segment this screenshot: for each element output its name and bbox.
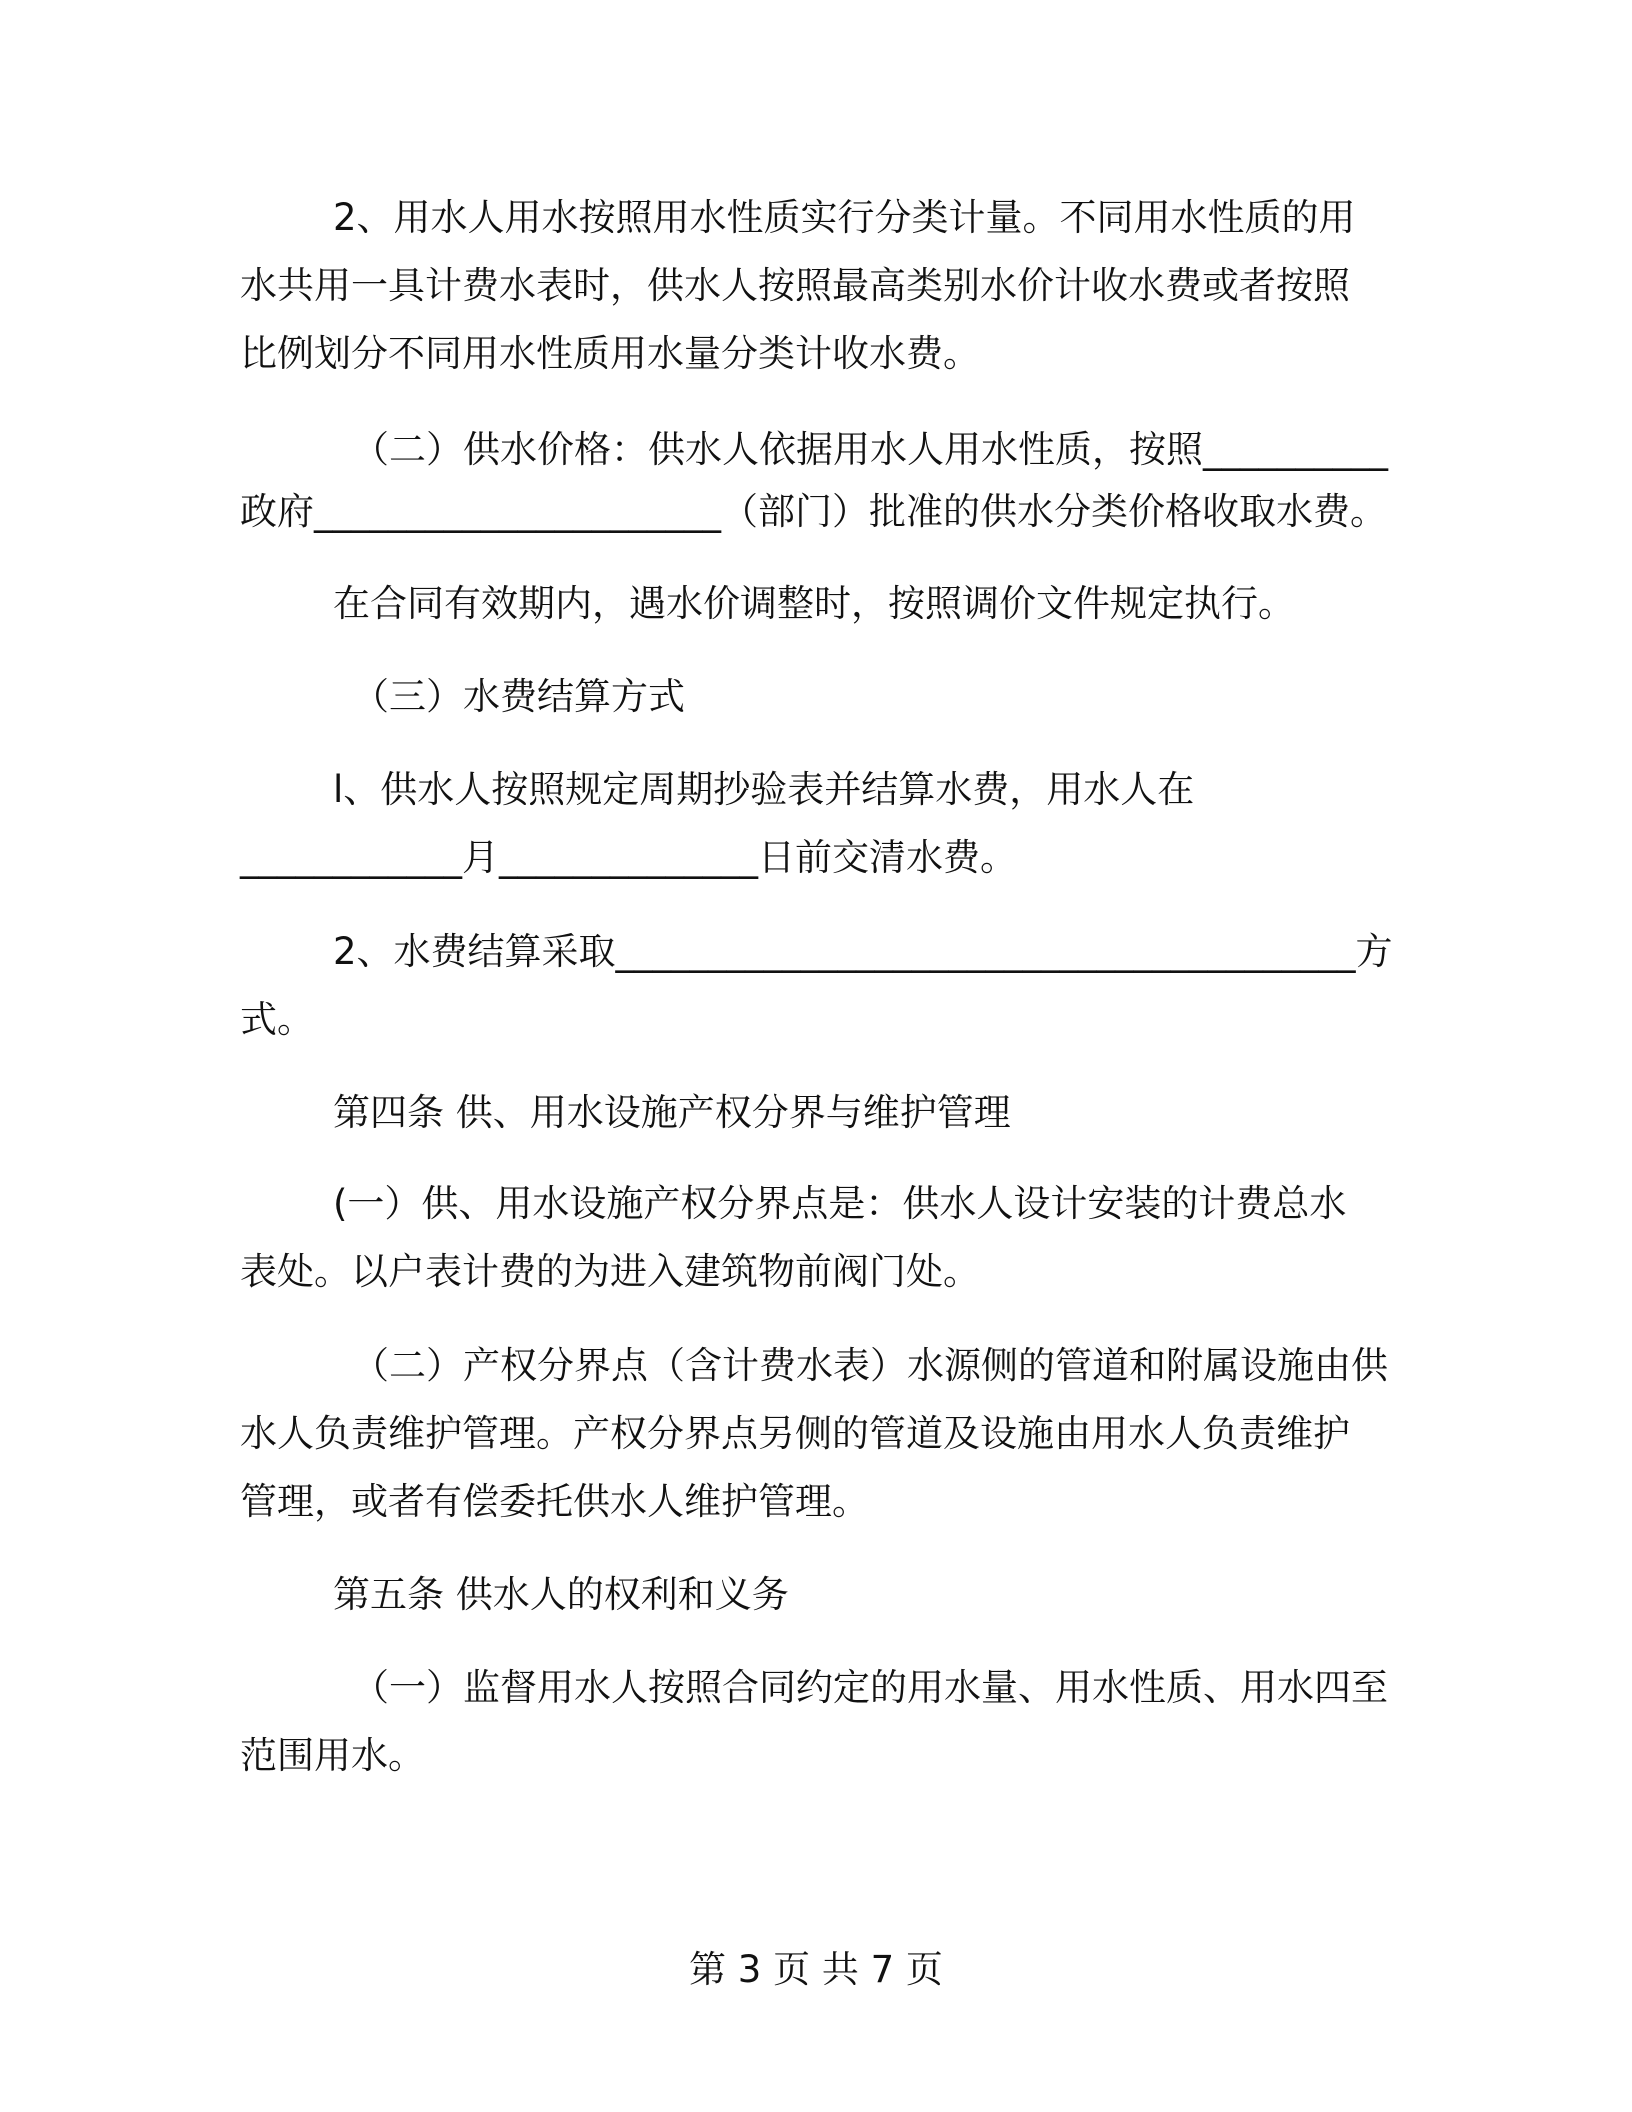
paragraph-line: （二）供水价格：供水人依据用水人用水性质，按照__________ xyxy=(352,428,1388,471)
paragraph-line: （二）产权分界点（含计费水表）水源侧的管道和附属设施由供 xyxy=(352,1344,1388,1387)
paragraph-line: 政府______________________（部门）批准的供水分类价格收取水费。 xyxy=(240,490,1387,533)
paragraph-line: 比例划分不同用水性质用水量分类计收水费。 xyxy=(240,332,980,375)
article-heading: 第四条 供、用水设施产权分界与维护管理 xyxy=(333,1091,1011,1134)
paragraph-line: 2、用水人用水按照用水性质实行分类计量。不同用水性质的用 xyxy=(333,196,1356,239)
paragraph-line: 管理，或者有偿委托供水人维护管理。 xyxy=(240,1480,869,1523)
section-heading: （三）水费结算方式 xyxy=(352,675,685,718)
paragraph-line: 范围用水。 xyxy=(240,1734,425,1777)
paragraph-line: 在合同有效期内，遇水价调整时，按照调价文件规定执行。 xyxy=(333,582,1295,625)
paragraph-line: 水人负责维护管理。产权分界点另侧的管道及设施由用水人负责维护 xyxy=(240,1412,1350,1455)
paragraph-line: 水共用一具计费水表时，供水人按照最高类别水价计收水费或者按照 xyxy=(240,264,1350,307)
paragraph-line: （一）监督用水人按照合同约定的用水量、用水性质、用水四至 xyxy=(352,1666,1388,1709)
paragraph-line: (一）供、用水设施产权分界点是：供水人设计安装的计费总水 xyxy=(333,1182,1347,1225)
paragraph-line: 表处。以户表计费的为进入建筑物前阀门处。 xyxy=(240,1250,980,1293)
article-heading: 第五条 供水人的权利和义务 xyxy=(333,1573,789,1616)
paragraph-line: 式。 xyxy=(240,998,314,1041)
paragraph-line: 2、水费结算采取________________________________________方 xyxy=(333,930,1393,973)
page-number: 第 3 页 共 7 页 xyxy=(689,1948,943,1991)
paragraph-line: ____________月______________日前交清水费。 xyxy=(240,836,1017,879)
paragraph-line: l、供水人按照规定周期抄验表并结算水费，用水人在 xyxy=(333,768,1195,811)
